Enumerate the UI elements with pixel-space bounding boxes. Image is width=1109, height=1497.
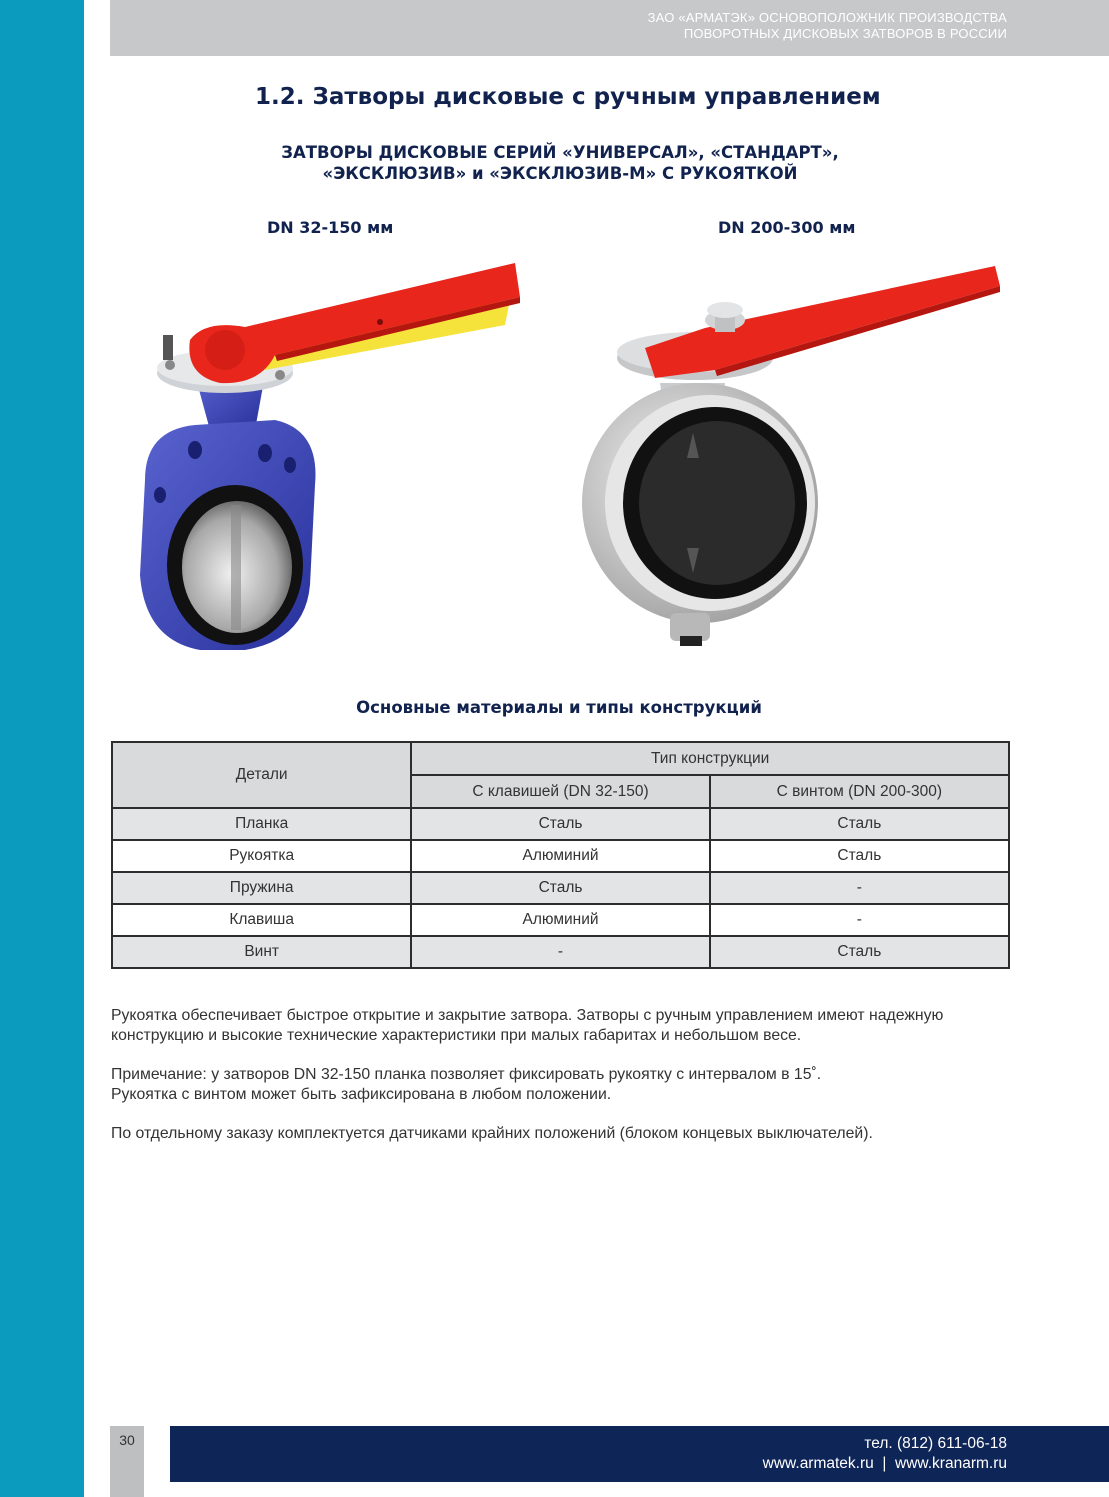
- header-screw-type: С винтом (DN 200-300): [710, 775, 1009, 808]
- table-row: [112, 872, 1009, 904]
- header-bar: [110, 0, 1109, 56]
- product-label-large: DN 200-300 мм: [718, 218, 856, 237]
- side-accent-bar: [0, 0, 84, 1497]
- paragraph-order-option: По отдельному заказу комплектуется датчиками крайних положений (блоком концевых выключателей).: [111, 1125, 873, 1142]
- cell-screw: -: [710, 904, 1009, 936]
- page-number-box: [110, 1426, 144, 1497]
- paragraph-note: [111, 1065, 1011, 1105]
- materials-table: [111, 741, 1010, 969]
- footer-bar: [170, 1426, 1109, 1482]
- subtitle-line-2: «ЭКСКЛЮЗИВ» и «ЭКСКЛЮЗИВ-М» С РУКОЯТКОЙ: [322, 164, 798, 183]
- cell-part: Рукоятка: [112, 840, 411, 872]
- note-line-1: Примечание: у затворов DN 32-150 планка позволяет фиксировать рукоятку с интервалом в 15˚.: [111, 1066, 822, 1083]
- header-company-slogan: [648, 10, 1007, 42]
- cell-lever: Алюминий: [411, 904, 709, 936]
- cell-screw: -: [710, 872, 1009, 904]
- description-text: [111, 1006, 1011, 1163]
- product-label-small: DN 32-150 мм: [267, 218, 394, 237]
- cell-screw: Сталь: [710, 808, 1009, 840]
- header-details: Детали: [112, 742, 411, 808]
- materials-table-title: Основные материалы и типы конструкций: [356, 698, 762, 717]
- cell-part: Клавиша: [112, 904, 411, 936]
- cell-part: Пружина: [112, 872, 411, 904]
- footer-contacts: [763, 1434, 1007, 1474]
- table-row: [112, 808, 1009, 840]
- cell-lever: Алюминий: [411, 840, 709, 872]
- header-construction-type: Тип конструкции: [411, 742, 1009, 775]
- page-title: 1.2. Затворы дисковые с ручным управлением: [255, 84, 881, 110]
- cell-lever: -: [411, 936, 709, 968]
- page-number: 30: [119, 1432, 135, 1448]
- cell-lever: Сталь: [411, 872, 709, 904]
- table-row: [112, 936, 1009, 968]
- cell-part: Винт: [112, 936, 411, 968]
- header-line-2: ПОВОРОТНЫХ ДИСКОВЫХ ЗАТВОРОВ В РОССИИ: [683, 26, 1007, 41]
- paragraph-handle-description: Рукоятка обеспечивает быстрое открытие и закрытие затвора. Затворы с ручным управлением имеют надежную конструкцию и высокие технические характеристики при малых габаритах и небольшом весе.: [111, 1007, 944, 1044]
- note-line-2: Рукоятка с винтом может быть зафиксирована в любом положении.: [111, 1086, 612, 1103]
- cell-screw: Сталь: [710, 936, 1009, 968]
- cell-lever: Сталь: [411, 808, 709, 840]
- cell-screw: Сталь: [710, 840, 1009, 872]
- butterfly-valve-lever-image: [125, 255, 530, 660]
- header-lever-type: С клавишей (DN 32-150): [411, 775, 709, 808]
- butterfly-valve-screw-image: [575, 258, 1005, 653]
- header-line-1: ЗАО «АРМАТЭК» ОСНОВОПОЛОЖНИК ПРОИЗВОДСТВА: [647, 10, 1007, 25]
- footer-websites: www.armatek.ru | www.kranarm.ru: [762, 1455, 1007, 1472]
- table-row: [112, 904, 1009, 936]
- subtitle-line-1: ЗАТВОРЫ ДИСКОВЫЕ СЕРИЙ «УНИВЕРСАЛ», «СТАНДАРТ»,: [281, 143, 839, 162]
- cell-part: Планка: [112, 808, 411, 840]
- section-subtitle: [110, 142, 1010, 184]
- table-row: [112, 840, 1009, 872]
- footer-phone: тел. (812) 611-06-18: [864, 1435, 1007, 1452]
